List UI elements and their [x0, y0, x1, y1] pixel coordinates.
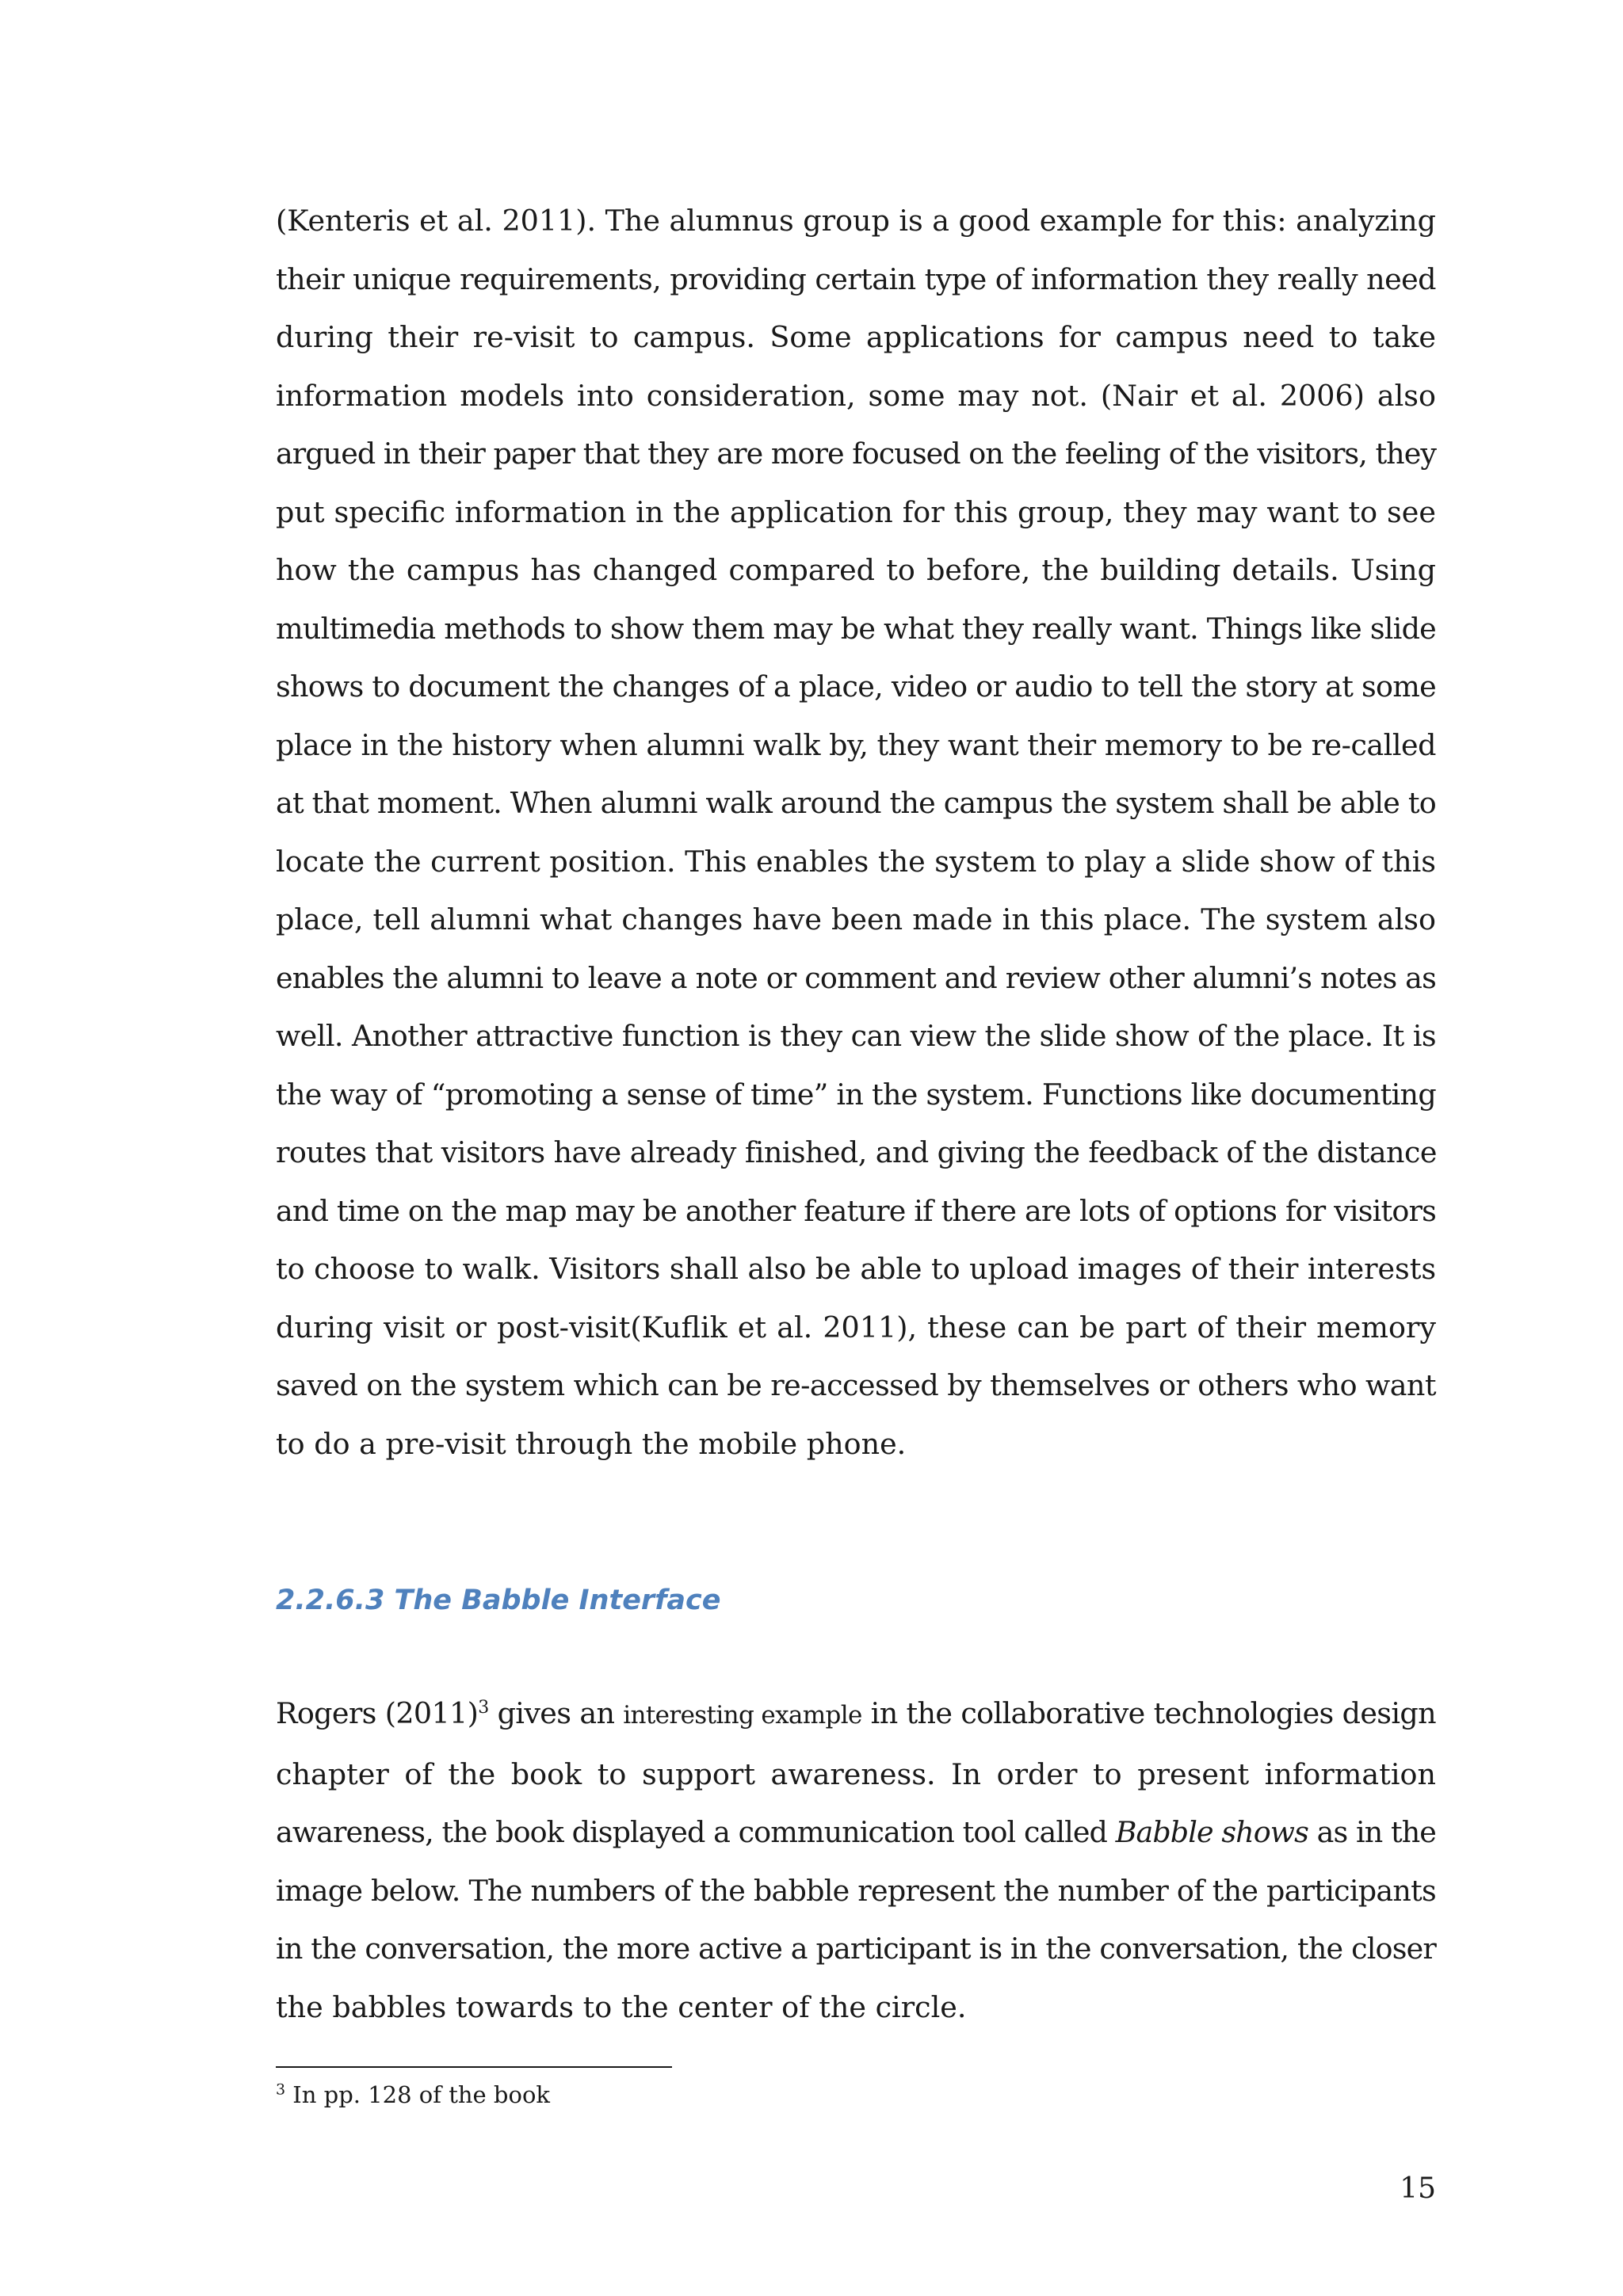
- emphasis-text: Babble shows: [1115, 1815, 1308, 1849]
- footnote-reference[interactable]: 3: [478, 1697, 489, 1718]
- paragraph-line: to do a pre-visit through the mobile phone.: [276, 1426, 907, 1461]
- paragraph-line: chapter of the book to support awareness. In order to present information: [276, 1756, 1436, 1791]
- footnote-text: In pp. 128 of the book: [285, 2081, 550, 2108]
- paragraph-line: saved on the system which can be re-accessed by themselves or others who want: [276, 1368, 1436, 1402]
- footnote-separator: [276, 2066, 672, 2068]
- paragraph-line: at that moment. When alumni walk around the campus the system shall be able to: [276, 786, 1436, 820]
- section-heading: 2.2.6.3 The Babble Interface: [276, 1585, 721, 1616]
- paragraph-line: enables the alumni to leave a note or comment and review other alumni’s notes as: [276, 960, 1436, 995]
- paragraph-line: well. Another attractive function is they can view the slide show of the place. It is: [276, 1019, 1436, 1053]
- paragraph-line: to choose to walk. Visitors shall also be able to upload images of their interests: [276, 1252, 1436, 1286]
- paragraph-line: information models into consideration, some may not. (Nair et al. 2006) also: [276, 378, 1436, 413]
- paragraph-line: shows to document the changes of a place, video or audio to tell the story at some: [276, 669, 1436, 704]
- paragraph-line: multimedia methods to show them may be what they really want. Things like slide: [276, 611, 1436, 646]
- paragraph-line: place in the history when alumni walk by, they want their memory to be re-called: [276, 727, 1436, 762]
- paragraph-line: locate the current position. This enables the system to play a slide show of this: [276, 844, 1436, 879]
- paragraph-line: how the campus has changed compared to before, the building details. Using: [276, 553, 1436, 587]
- paragraph-line: place, tell alumni what changes have been made in this place. The system also: [276, 902, 1436, 936]
- paragraph-line: put specific information in the application for this group, they may want to see: [276, 494, 1436, 529]
- paragraph-line: Rogers $(2011)^3$ gives an interesting example in the collaborative technologies design: [276, 1696, 1436, 1730]
- footnote-marker: 3: [276, 2081, 286, 2099]
- paragraph-line: the way of “promoting a sense of time” in the system. Functions like documenting: [276, 1077, 1436, 1112]
- paragraph-line: image below. The numbers of the babble represent the number of the participants: [276, 1873, 1436, 1908]
- paragraph-line: (Kenteris et al. 2011). The alumnus group is a good example for this: analyzing: [276, 204, 1436, 238]
- paragraph-line: and time on the map may be another feature if there are lots of options for visitors: [276, 1193, 1436, 1228]
- paragraph-line: awareness, the book displayed a communication tool called Babble shows as in the: [276, 1815, 1436, 1849]
- body-paragraph-2: [276, 1684, 1436, 2036]
- footnote: [276, 2079, 550, 2111]
- paragraph-line: the babbles towards to the center of the circle.: [276, 1989, 967, 2024]
- paragraph-line: argued in their paper that they are more focused on the feeling of the visitors, they: [276, 437, 1436, 471]
- paragraph-line: in the conversation, the more active a participant is in the conversation, the closer: [276, 1932, 1436, 1966]
- paragraph-line: during visit or post-visit(Kuflik et al. 2011), these can be part of their memory: [276, 1310, 1436, 1344]
- paragraph-line: during their re-visit to campus. Some applications for campus need to take: [276, 320, 1436, 354]
- body-paragraph-1: [276, 192, 1436, 1473]
- paragraph-line: their unique requirements, providing certain type of information they really need: [276, 261, 1436, 296]
- page-number: 15: [1400, 2172, 1436, 2205]
- paragraph-line: routes that visitors have already finished, and giving the feedback of the distance: [276, 1135, 1437, 1169]
